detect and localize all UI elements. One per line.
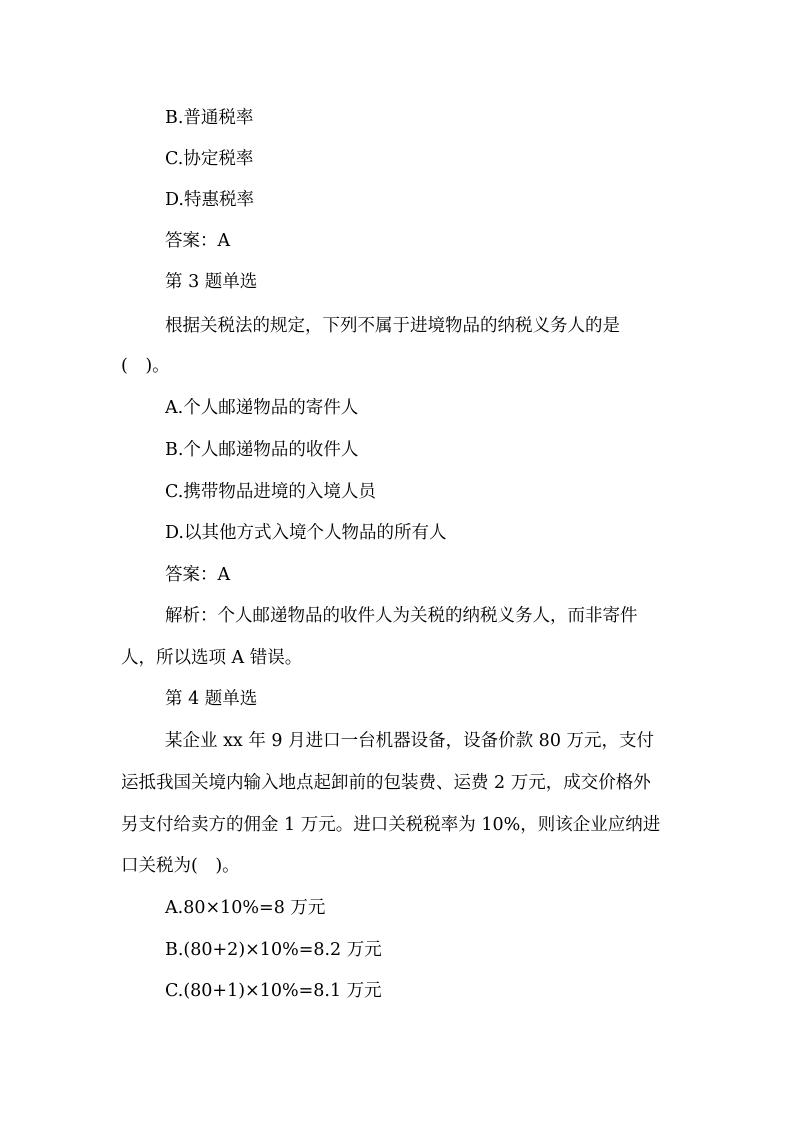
q3-header: 第 3 题单选: [165, 272, 258, 292]
q2-option-b: B.普通税率: [165, 108, 254, 128]
q4-stem-line-3: 另支付给卖方的佣金 1 万元。进口关税税率为 10%，则该企业应纳进: [121, 815, 661, 835]
q3-stem-line-2: ( )。: [121, 356, 170, 376]
q3-option-d: D.以其他方式入境个人物品的所有人: [165, 523, 447, 543]
q4-stem-line-2: 运抵我国关境内输入地点起卸前的包装费、运费 2 万元，成交价格外: [121, 773, 651, 793]
q4-option-c: C.(80+1)×10%=8.1 万元: [165, 981, 382, 1001]
q3-option-a: A.个人邮递物品的寄件人: [165, 398, 359, 418]
q4-option-b: B.(80+2)×10%=8.2 万元: [165, 940, 382, 960]
q3-analysis-line-1: 解析：个人邮递物品的收件人为关税的纳税义务人，而非寄件: [165, 606, 638, 626]
q3-option-c: C.携带物品进境的入境人员: [165, 482, 376, 502]
q4-stem-line-1: 某企业 xx 年 9 月进口一台机器设备，设备价款 80 万元，支付: [165, 731, 655, 751]
q4-stem-line-4: 口关税为( )。: [121, 856, 240, 876]
q2-option-c: C.协定税率: [165, 149, 254, 169]
q4-option-a: A.80×10%=8 万元: [165, 898, 326, 918]
q3-option-b: B.个人邮递物品的收件人: [165, 440, 359, 460]
q3-stem-line-1: 根据关税法的规定，下列不属于进境物品的纳税义务人的是: [165, 316, 620, 336]
q3-analysis-line-2: 人，所以选项 A 错误。: [121, 648, 303, 668]
q4-header: 第 4 题单选: [165, 689, 258, 709]
q2-option-d: D.特惠税率: [165, 190, 254, 210]
q2-answer: 答案：A: [165, 231, 231, 251]
q3-answer: 答案：A: [165, 565, 231, 585]
